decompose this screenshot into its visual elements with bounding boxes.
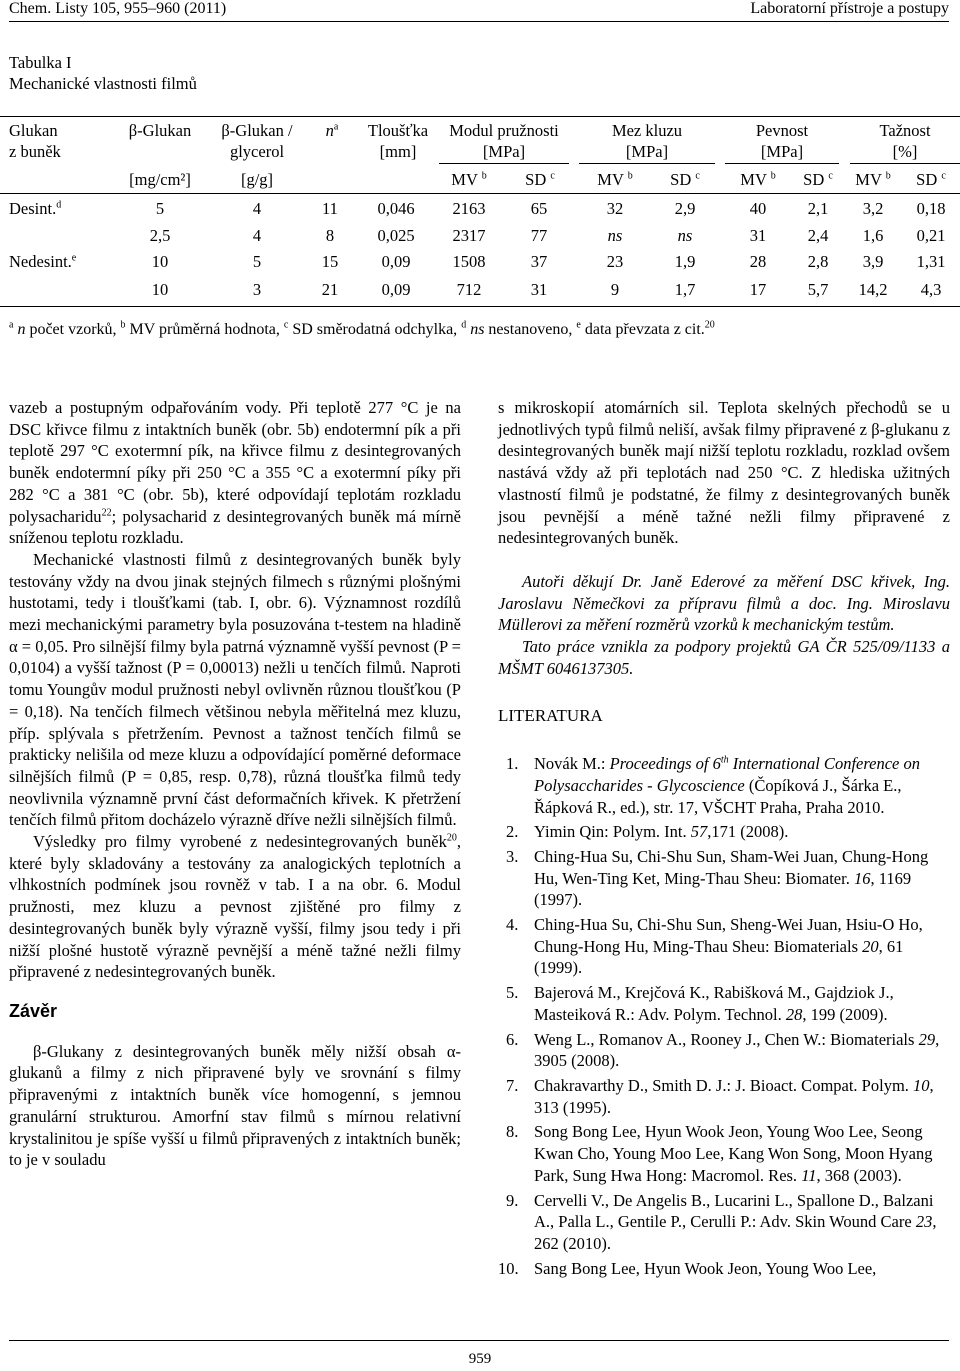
header-glycerol: glycerol (229, 142, 285, 161)
header-z-bunek: z buněk (9, 142, 61, 161)
table-cell: 2,4 (807, 226, 829, 245)
reference-item: 8. Song Bong Lee, Hyun Wook Jeon, Young Woo Lee, Seong Kwan Cho, Young Moo Lee, Kang Won Song, Moon Hyang Park, Sung Hwa Hong: Macromol. Res. 11, 368 (2003). (506, 1122, 933, 1185)
right-column (498, 397, 950, 1282)
acknowledgement: Autoři děkují Dr. Janě Ederové za měření DSC křivek, Ing. Jaroslavu Němečkovi za přípravu filmů a doc. Ing. Miroslavu Müllerovi za měření rozměrů vzorků k mechanickým testům. (498, 571, 950, 635)
table-top-rule (0, 116, 960, 117)
table-cell: 10 (151, 280, 169, 299)
journal-citation: Chem. Listy 105, 955–960 (2011) (9, 0, 227, 17)
table-cell: 2163 (452, 199, 486, 218)
table-cell: 15 (321, 252, 339, 271)
table-cell: 712 (456, 280, 482, 299)
section-heading-zaver: Závěr (9, 1000, 58, 1021)
page-number: 959 (468, 1351, 492, 1367)
table-cell: 0,025 (377, 226, 415, 245)
table-cell: 65 (530, 199, 548, 218)
table-cell: 11 (322, 199, 338, 218)
table-cell: 23 (606, 252, 624, 271)
table-cell: 5 (252, 252, 262, 271)
header-beta-glukan-glycerol: β-Glukan / (221, 121, 293, 140)
header-mv-mez: MV $^b$ (597, 170, 633, 189)
table-cell: 0,09 (381, 280, 411, 299)
table-cell: 8 (325, 226, 335, 245)
header-sd-taznost: SD $^c$ (916, 170, 946, 189)
table-cell: 1,7 (674, 280, 696, 299)
header-sd-mez: SD $^c$ (670, 170, 700, 189)
header-mv-pevnost: MV $^b$ (740, 170, 776, 189)
row-label-desint: Desint.$^d$ (9, 199, 62, 218)
header-sd-modul: SD $^c$ (525, 170, 555, 189)
reference-item: 5. Bajerová M., Krejčová K., Rabišková M., Gajdziok J., Masteiková R.: Adv. Polym. Technol. 28, 199 (2009). (506, 983, 894, 1024)
header-tloustka-unit: [mm] (379, 142, 417, 161)
header-mv-modul: MV $^b$ (451, 170, 487, 189)
table-cell: 31 (749, 226, 767, 245)
table-cell: 9 (610, 280, 620, 299)
table-number: Tabulka I (9, 53, 72, 72)
table-cell: 0,21 (916, 226, 946, 245)
table-cell: 2317 (452, 226, 486, 245)
table-cell: 1,6 (862, 226, 884, 245)
reference-item: 9. Cervelli V., De Angelis B., Lucarini L., Spallone D., Balzani A., Palla L., Gentile P., Cerulli P.: Adv. Skin Wound Care 23, 262 (2010). (506, 1190, 937, 1253)
reference-item: 7. Chakravarthy D., Smith D. J.: J. Bioact. Compat. Polym. 10, 313 (1995). (506, 1075, 934, 1117)
header-glycerol-unit: [g/g] (240, 170, 274, 189)
reference-list (498, 753, 950, 1279)
table-cell: 0,09 (381, 252, 411, 271)
table-cell: 1508 (452, 252, 486, 271)
header-modul: Modul pružnosti (449, 121, 559, 140)
funding-note: Tato práce vznikla za podpory projektů GA ČR 525/09/1133 a MŠMT 6046137305. (498, 637, 950, 678)
header-beta-glukan-unit: [mg/cm²] (129, 170, 191, 189)
table-cell: 2,5 (149, 226, 171, 245)
table-cell: 0,046 (377, 199, 415, 218)
table-cell: 4 (252, 199, 262, 218)
table-cell: 10 (151, 252, 169, 271)
header-mez-unit: [MPa] (625, 142, 669, 161)
header-modul-unit: [MPa] (482, 142, 526, 161)
footer-rule (9, 1340, 949, 1341)
table-cell: 3,2 (862, 199, 884, 218)
header-pevnost: Pevnost (755, 121, 809, 140)
taznost-subrule (850, 163, 960, 164)
table-cell: 3,9 (862, 252, 884, 271)
paragraph: Mechanické vlastnosti filmů z desintegrovaných buněk byly testovány vždy na dvou jinak stejných filmech s různými plošnými hustotami, tedy i tloušťkami (tab. I, obr. 6). Významnost rozdílů mezi mechanickými parametry byla posuzována t-testem na hladině α = 0,05. Pro silnější filmy byla patrná významně vyšší pevnost (P = 0,0104) a vyšší tažnost (P = 0,00013) nežli u tenčích filmů. Naproti tomu Youngův modul pružnosti nebyl ovlivněn různou tloušťkou (P = 0,18). Na tenčích filmech většinou nebyla měřitelná mez kluzu, příp. splývala s přetržením. Pevnost a tažnost tenčích filmů se prakticky nelišila od meze kluzu a odpovídající poměrné deformace silnějších filmů (P = 0,85, resp. 0,78), různá tloušťka filmů tedy neovlivnila významně první část deformačních křivek. K přetržení tenčích filmů přitom docházelo výrazně dříve nežli silnějších filmů. (9, 549, 461, 830)
table-cell: 5,7 (807, 280, 829, 299)
table-cell: ns (677, 226, 693, 245)
reference-item: 10. Sang Bong Lee, Hyun Wook Jeon, Young Woo Lee, (498, 1258, 877, 1278)
running-header (9, 0, 949, 22)
table-cell: 17 (749, 280, 767, 299)
table-cell: 5 (155, 199, 165, 218)
table-title: Mechanické vlastnosti filmů (9, 74, 197, 93)
table-cell: ns (607, 226, 623, 245)
reference-item: 1. Novák M.: Proceedings of 6th International Conference on Polysaccharides - Glycoscience (Čopíková J., Šárka E., Řápková R., ed.), str. 17, VŠCHT Praha, Praha 2010. (506, 754, 921, 817)
header-beta-glukan: β-Glukan (128, 121, 192, 140)
header-mez: Mez kluzu (611, 121, 683, 140)
header-bottom-rule (0, 193, 960, 194)
header-tloustka: Tloušťka (367, 121, 429, 140)
table-cell: 28 (749, 252, 767, 271)
header-taznost: Tažnost (879, 121, 931, 140)
header-taznost-unit: [%] (892, 142, 918, 161)
table-cell: 0,18 (916, 199, 946, 218)
table-cell: 2,8 (807, 252, 829, 271)
table-footnote: $^a$ n počet vzorků, $^b$ MV průměrná hodnota, $^c$ SD směrodatná odchylka, $^d$ ns nestanoveno, $^e$ data převzata z cit.$^{20}$ (9, 319, 715, 338)
table-cell: 2,1 (807, 199, 829, 218)
paragraph: vazeb a postupným odpařováním vody. Při teplotě 277 °C je na DSC křivce filmu z intaktních buněk (obr. 5b) endotermní pík a při teplotě 297 °C exotermní pík, na křivce filmu z desintegrovaných buněk endotermní píky při 250 °C a 355 °C a exotermní píky při 282 °C a 381 °C (obr. 5b), které odpovídají teplotám rozkladu polysacharidu$^{22}$; polysacharid z desintegrovaných buněk má mírně sníženou teplotu rozkladu. (9, 398, 461, 548)
table-cell: 4 (252, 226, 262, 245)
table-cell: 40 (749, 199, 767, 218)
table-caption (9, 52, 197, 94)
table-cell: 1,31 (916, 252, 946, 271)
paragraph: β-Glukany z desintegrovaných buněk měly nižší obsah α-glukanů a filmy z nich připravené byly ve srovnání s filmy připravenými z intaktních buněk více homogenní, s jemnou granulární strukturou. Amorfní stav filmů s mírnou relativní krystalinitou je spíše vyšší u filmů připravených z intaktních buněk; to je v souladu (9, 1041, 461, 1170)
section-title: Laboratorní přístroje a postupy (750, 0, 949, 17)
pevnost-subrule (725, 163, 839, 164)
table-cell: 3 (252, 280, 262, 299)
header-sd-pevnost: SD $^c$ (803, 170, 833, 189)
reference-item: 3. Ching-Hua Su, Chi-Shu Sun, Sham-Wei Juan, Chung-Hong Hu, Wen-Ting Ket, Ming-Thau Sheu: Biomater. 16, 1169 (1997). (506, 846, 929, 910)
table-bottom-rule (0, 306, 960, 307)
header-glukan: Glukan (9, 121, 58, 140)
table-cell: 4,3 (920, 280, 942, 299)
header-n: $n^a$ (325, 121, 339, 140)
paragraph: Výsledky pro filmy vyrobené z nedesintegrovaných buněk$^{20}$, které byly skladovány a testovány za analogických teplotních a vlhkostních podmínek jsou rovněž v tab. I a na obr. 6. Modul pružnosti, mez kluzu a pevnost zjištěné pro filmy z desintegrovaných buněk byly výrazně vyšší, filmy jsou tedy i při nižší plošné hustotě výrazně pevnější a méně tažné nežli filmy připravené z nedesintegrovaných buněk. (9, 832, 461, 982)
modul-subrule (439, 163, 569, 164)
left-column (9, 397, 461, 1171)
table-cell: 2,9 (674, 199, 696, 218)
table-cell: 31 (530, 280, 548, 299)
reference-item: 2. Yimin Qin: Polym. Int. 57,171 (2008). (506, 822, 789, 842)
table-cell: 32 (606, 199, 624, 218)
row-label-nedesint: Nedesint.$^e$ (9, 252, 77, 271)
header-pevnost-unit: [MPa] (760, 142, 804, 161)
reference-item: 4. Ching-Hua Su, Chi-Shu Sun, Sheng-Wei Juan, Hsiu-O Ho, Chung-Hong Hu, Ming-Thau Sheu: Biomaterials 20, 61 (1999). (506, 915, 923, 978)
mez-subrule (579, 163, 715, 164)
reference-item: 6. Weng L., Romanov A., Rooney J., Chen W.: Biomaterials 29, 3905 (2008). (506, 1029, 940, 1071)
paragraph: s mikroskopií atomárních sil. Teplota skelných přechodů se u jednotlivých typů filmů neliší, avšak filmy připravené z β-glukanu z desintegrovaných buněk mají nižší teplotu rozkladu, rozklad ovšem nastává vždy až při teplotách nad 250 °C. Z hlediska užitných vlastností filmů je podstatné, že filmy z desintegrovaných buněk jsou pevnější a méně tažné nežli filmy připravené z nedesintegrovaných buněk. (498, 398, 950, 548)
table-cell: 37 (530, 252, 548, 271)
header-mv-taznost: MV $^b$ (855, 170, 891, 189)
table-cell: 1,9 (674, 252, 696, 271)
section-heading-literatura: LITERATURA (498, 706, 603, 726)
table-cell: 14,2 (858, 280, 888, 299)
table-cell: 77 (530, 226, 548, 245)
table-cell: 21 (321, 280, 339, 299)
